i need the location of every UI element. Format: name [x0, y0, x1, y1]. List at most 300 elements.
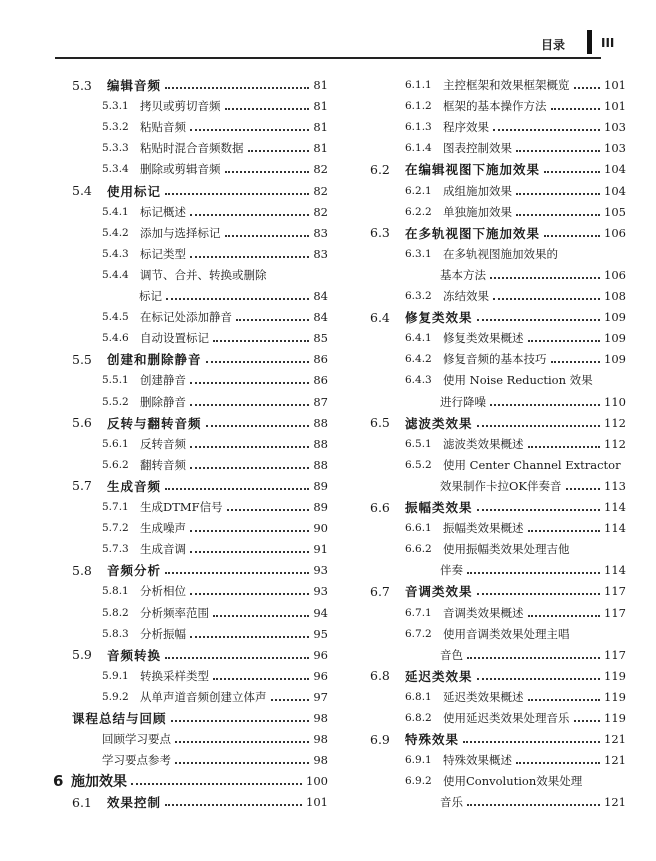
toc-entry	[440, 561, 626, 579]
toc-entry-page-number: 100	[306, 774, 328, 789]
toc-entry-number: 5.8.2	[102, 606, 129, 619]
toc-entry-page-number: 86	[313, 352, 328, 367]
toc-dot-leader	[206, 425, 310, 427]
toc-entry-title: 单独施加效果	[443, 204, 512, 219]
toc-entry-title: 音色	[440, 647, 463, 662]
toc-entry-number: 6.1.1	[405, 79, 432, 91]
toc-entry	[405, 203, 626, 221]
toc-entry-title: 图表控制效果	[443, 141, 512, 156]
toc-entry-number: 5.4.3	[102, 247, 129, 260]
toc-entry	[102, 160, 328, 178]
toc-entry-title: 特殊效果概述	[443, 753, 512, 768]
toc-entry	[102, 730, 328, 748]
toc-dot-leader	[171, 720, 310, 722]
toc-entry-number: 5.4.6	[102, 332, 129, 345]
toc-entry-title: 冻结效果	[443, 289, 489, 303]
toc-entry	[440, 793, 626, 811]
toc-entry-title: 使用 Center Channel Extractor	[443, 457, 621, 472]
toc-entry-title: 使用Convolution效果处理	[443, 774, 583, 789]
toc-dot-leader	[165, 572, 309, 574]
toc-entry-page-number: 85	[313, 331, 328, 346]
toc-entry-number: 6.5.2	[405, 458, 432, 471]
toc-entry-title: 反转音频	[140, 436, 186, 451]
toc-entry-page-number: 105	[604, 204, 626, 219]
toc-entry	[405, 76, 626, 94]
toc-entry-page-number: 119	[604, 711, 626, 725]
toc-entry-page-number: 84	[313, 289, 328, 303]
toc-entry-title: 添加与选择标记	[140, 225, 221, 240]
toc-entry-title: 在编辑视图下施加效果	[405, 162, 541, 178]
toc-entry-number: 6.7	[370, 583, 390, 599]
toc-dot-leader	[131, 783, 302, 785]
toc-entry-title: 使用延迟类效果处理音乐	[443, 711, 570, 725]
toc-entry-number: 5.8.3	[102, 627, 129, 640]
toc-entry-title: 标记	[139, 289, 162, 303]
toc-entry-title: 分析频率范围	[140, 605, 209, 620]
toc-dot-leader	[190, 256, 309, 258]
toc-entry-page-number: 117	[604, 584, 626, 599]
toc-entry-number: 6.2.1	[405, 184, 432, 197]
toc-entry	[102, 540, 328, 558]
toc-dot-leader	[225, 171, 310, 173]
toc-entry-page-number: 81	[313, 99, 328, 114]
toc-entry-number: 5.3.1	[102, 100, 129, 113]
toc-dot-leader	[477, 678, 601, 680]
toc-entry-title: 在多轨视图下施加效果	[405, 225, 541, 241]
toc-entry	[405, 350, 626, 368]
toc-entry	[102, 139, 328, 157]
toc-entry-page-number: 81	[313, 120, 328, 135]
toc-entry	[370, 498, 626, 516]
toc-entry-page-number: 98	[313, 732, 328, 747]
toc-entry-number: 6.4	[370, 309, 390, 325]
toc-entry	[102, 393, 328, 411]
toc-entry-number: 5.9	[72, 647, 92, 663]
toc-entry-number: 5.3.3	[102, 142, 129, 155]
toc-entry-title: 生成噪声	[140, 521, 186, 536]
toc-dot-leader	[477, 425, 601, 427]
toc-entry-page-number: 90	[313, 521, 328, 536]
toc-entry	[102, 751, 328, 769]
toc-entry-title: 在多轨视图施加效果的	[443, 246, 558, 261]
toc-dot-leader	[477, 319, 601, 321]
toc-entry-title: 学习要点参考	[102, 753, 171, 768]
toc-entry-page-number: 121	[604, 753, 626, 768]
toc-entry	[102, 519, 328, 537]
toc-entry-number: 5.5.1	[102, 374, 129, 387]
toc-entry-page-number: 89	[313, 478, 328, 493]
toc-entry-page-number: 119	[604, 668, 626, 683]
toc-entry	[370, 414, 626, 432]
running-header-title: 目录	[541, 38, 566, 52]
toc-entry-title: 使用音调类效果处理主唱	[443, 626, 570, 641]
toc-entry-page-number: 89	[313, 500, 328, 514]
toc-entry	[139, 287, 328, 305]
toc-entry-page-number: 84	[313, 310, 328, 325]
toc-entry-number: 6.4.3	[405, 374, 432, 387]
toc-entry-page-number: 103	[604, 141, 626, 156]
toc-dot-leader	[165, 87, 309, 89]
toc-entry-title: 拷贝或剪切音频	[140, 99, 221, 114]
toc-entry-title: 使用标记	[107, 183, 162, 199]
toc-entry	[72, 477, 328, 495]
toc-entry-page-number: 106	[604, 225, 626, 240]
toc-entry	[102, 224, 328, 242]
toc-entry	[102, 203, 328, 221]
toc-entry	[102, 688, 328, 706]
toc-entry-number: 6.6.1	[405, 522, 432, 535]
toc-entry-title: 创建静音	[140, 373, 186, 388]
toc-entry-title: 进行降噪	[440, 394, 486, 409]
toc-entry-number: 6.8.2	[405, 712, 432, 724]
toc-dot-leader	[516, 193, 600, 195]
toc-entry-page-number: 121	[604, 732, 626, 747]
toc-entry-title: 振幅类效果概述	[443, 521, 524, 536]
toc-entry	[102, 371, 328, 389]
toc-entry-number: 6.2.2	[405, 205, 432, 218]
toc-entry-number: 5.5.2	[102, 395, 129, 408]
toc-entry-page-number: 117	[604, 647, 626, 662]
toc-entry	[102, 118, 328, 136]
toc-entry-page-number: 93	[313, 563, 328, 578]
toc-entry-number: 6.4.2	[405, 353, 432, 366]
toc-entry-page-number: 101	[604, 99, 626, 114]
header-bar-mark	[587, 30, 592, 54]
toc-entry	[102, 582, 328, 600]
toc-entry	[405, 540, 626, 558]
toc-entry	[72, 414, 328, 432]
toc-entry-title: 使用振幅类效果处理吉他	[443, 542, 570, 557]
toc-entry-number: 5.6.1	[102, 437, 129, 450]
toc-entry-page-number: 101	[604, 78, 626, 92]
toc-entry	[72, 76, 328, 94]
toc-entry-number: 6.1	[72, 794, 92, 810]
toc-entry-number: 6.1.3	[405, 121, 432, 134]
toc-dot-leader	[528, 699, 601, 701]
toc-entry	[405, 604, 626, 622]
toc-entry-number: 5.3.4	[102, 163, 129, 176]
toc-entry-page-number: 82	[313, 183, 328, 198]
toc-entry-number: 6.4.1	[405, 332, 432, 345]
toc-entry	[102, 329, 328, 347]
toc-dot-leader	[165, 657, 309, 659]
toc-dot-leader	[213, 340, 309, 342]
toc-entry-number: 6.9	[370, 731, 390, 747]
toc-dot-leader	[477, 593, 601, 595]
toc-entry-title: 修复音频的基本技巧	[443, 352, 547, 367]
toc-entry-page-number: 117	[604, 605, 626, 620]
toc-entry-title: 音频分析	[107, 563, 162, 579]
toc-entry-number: 5.3.2	[102, 121, 129, 134]
toc-entry-title: 创建和删除静音	[107, 352, 202, 368]
toc-entry-title: 音乐	[440, 795, 463, 810]
toc-entry-page-number: 98	[313, 753, 328, 768]
toc-entry-page-number: 119	[604, 689, 626, 704]
toc-entry-number: 5.5	[72, 351, 92, 367]
toc-dot-leader	[467, 572, 600, 574]
toc-entry-number: 5.4	[72, 183, 92, 198]
toc-dot-leader	[175, 741, 309, 743]
toc-entry-title: 粘贴音频	[140, 120, 186, 135]
toc-entry-number: 6.1.2	[405, 100, 432, 113]
toc-dot-leader	[490, 404, 600, 406]
toc-entry-page-number: 109	[604, 331, 626, 346]
toc-dot-leader	[248, 150, 310, 152]
toc-dot-leader	[516, 762, 600, 764]
toc-entry	[102, 308, 328, 326]
toc-entry-number: 5.9.2	[102, 690, 129, 703]
toc-dot-leader	[467, 804, 600, 806]
toc-entry-page-number: 97	[313, 689, 328, 704]
toc-entry	[72, 709, 328, 727]
toc-entry-number: 6.3.2	[405, 290, 432, 302]
toc-dot-leader	[190, 551, 309, 553]
toc-entry-number: 6.7.2	[405, 627, 432, 640]
toc-entry-page-number: 88	[313, 457, 328, 472]
toc-entry	[102, 266, 328, 284]
toc-entry-page-number: 106	[604, 267, 626, 282]
toc-dot-leader	[206, 361, 310, 363]
toc-entry-page-number: 98	[313, 711, 328, 725]
toc-dot-leader	[190, 530, 309, 532]
toc-entry-page-number: 88	[313, 415, 328, 430]
toc-entry-title: 转换采样类型	[140, 668, 209, 683]
toc-dot-leader	[467, 657, 600, 659]
toc-dot-leader	[190, 129, 309, 131]
toc-dot-leader	[516, 150, 600, 152]
toc-entry	[102, 604, 328, 622]
toc-entry	[72, 646, 328, 664]
toc-entry-number: 6.9.2	[405, 775, 432, 788]
toc-entry-title: 反转与翻转音频	[107, 415, 202, 431]
toc-entry-title: 标记类型	[140, 246, 186, 261]
toc-entry	[405, 118, 626, 136]
toc-entry-title: 延迟类效果概述	[443, 689, 524, 704]
toc-entry-page-number: 121	[604, 795, 626, 810]
toc-entry-number: 5.9.1	[102, 669, 129, 682]
toc-entry-page-number: 112	[604, 415, 626, 430]
toc-entry-page-number: 81	[313, 78, 328, 92]
toc-entry-number: 5.7.2	[102, 522, 129, 535]
toc-entry-title: 编辑音频	[107, 78, 162, 93]
toc-dot-leader	[225, 235, 310, 237]
toc-entry-title: 修复类效果概述	[443, 331, 524, 346]
toc-entry-title: 调节、合并、转换或删除	[140, 267, 267, 282]
toc-dot-leader	[544, 235, 600, 237]
toc-entry	[405, 772, 626, 790]
toc-entry-number: 6.5	[370, 415, 390, 431]
toc-entry-page-number: 112	[604, 436, 626, 451]
toc-entry	[370, 730, 626, 748]
toc-entry-number: 6.2	[370, 161, 390, 177]
toc-dot-leader	[528, 446, 601, 448]
toc-dot-leader	[551, 361, 601, 363]
toc-entry-page-number: 96	[313, 668, 328, 683]
toc-dot-leader	[574, 87, 601, 89]
toc-entry-title: 效果控制	[107, 795, 162, 811]
toc-entry-number: 6.8	[370, 668, 390, 684]
toc-entry-page-number: 113	[604, 478, 626, 493]
toc-entry	[405, 519, 626, 537]
toc-entry-number: 5.7.3	[102, 543, 129, 556]
toc-entry	[405, 287, 626, 305]
toc-entry-number: 5.3	[72, 77, 92, 93]
toc-entry	[72, 561, 328, 579]
toc-dot-leader	[175, 762, 309, 764]
toc-dot-leader	[190, 467, 309, 469]
toc-entry	[102, 625, 328, 643]
toc-entry-number: 5.6.2	[102, 458, 129, 471]
toc-entry-title: 延迟类效果	[405, 668, 473, 684]
toc-entry-page-number: 87	[313, 394, 328, 409]
header-rule	[55, 57, 601, 59]
toc-entry-page-number: 83	[313, 225, 328, 240]
toc-entry-number: 6.9.1	[405, 754, 432, 767]
toc-entry-page-number: 93	[313, 584, 328, 599]
toc-entry-page-number: 88	[313, 436, 328, 451]
toc-entry-number: 6.8.1	[405, 690, 432, 703]
toc-dot-leader	[493, 129, 600, 131]
toc-entry	[405, 688, 626, 706]
toc-entry-title: 修复类效果	[405, 310, 473, 326]
toc-entry	[405, 456, 626, 474]
toc-entry	[405, 97, 626, 115]
toc-entry-title: 删除静音	[140, 394, 186, 409]
toc-entry	[405, 245, 626, 263]
toc-entry-page-number: 86	[313, 373, 328, 388]
toc-dot-leader	[551, 108, 601, 110]
toc-entry-title: 滤波类效果概述	[443, 436, 524, 451]
toc-dot-leader	[528, 615, 601, 617]
toc-entry	[53, 772, 328, 790]
toc-dot-leader	[236, 319, 309, 321]
toc-entry	[102, 435, 328, 453]
toc-dot-leader	[190, 382, 309, 384]
toc-entry-title: 滤波类效果	[405, 415, 473, 431]
toc-dot-leader	[190, 593, 309, 595]
toc-entry-title: 翻转音频	[140, 457, 186, 472]
toc-entry	[405, 751, 626, 769]
toc-entry-number: 5.4.1	[102, 205, 129, 218]
toc-entry-title: 自动设置标记	[140, 331, 209, 346]
toc-entry-title: 音频转换	[107, 647, 162, 663]
toc-entry-title: 从单声道音频创建立体声	[140, 689, 267, 704]
toc-dot-leader	[490, 277, 600, 279]
toc-entry	[102, 667, 328, 685]
toc-entry	[370, 160, 626, 178]
toc-dot-leader	[227, 509, 310, 511]
toc-entry	[440, 646, 626, 664]
toc-entry-page-number: 110	[604, 394, 626, 409]
toc-entry-title: 在标记处添加静音	[140, 310, 232, 325]
toc-entry-page-number: 82	[313, 162, 328, 177]
toc-entry-title: 回顾学习要点	[102, 732, 171, 747]
toc-dot-leader	[190, 404, 309, 406]
toc-entry-title: 框架的基本操作方法	[443, 99, 547, 114]
toc-dot-leader	[213, 615, 309, 617]
toc-entry-page-number: 91	[313, 542, 328, 557]
toc-entry-title: 课程总结与回顾	[72, 711, 167, 726]
toc-dot-leader	[190, 214, 309, 216]
toc-entry-number: 5.6	[72, 415, 92, 431]
toc-entry	[102, 245, 328, 263]
toc-entry	[370, 582, 626, 600]
toc-entry	[405, 182, 626, 200]
toc-dot-leader	[213, 678, 309, 680]
toc-entry-number: 5.7.1	[102, 501, 129, 513]
toc-dot-leader	[574, 720, 601, 722]
toc-entry-page-number: 82	[313, 204, 328, 219]
toc-dot-leader	[225, 108, 310, 110]
toc-entry-title: 生成音频	[107, 478, 162, 494]
toc-entry-title: 主控框架和效果框架概览	[443, 78, 570, 92]
toc-entry-title: 效果制作卡拉OK伴奏音	[440, 478, 562, 493]
toc-entry-page-number: 114	[604, 563, 626, 578]
toc-entry-title: 使用 Noise Reduction 效果	[443, 373, 593, 388]
toc-entry-title: 特殊效果	[405, 732, 460, 748]
toc-entry-page-number: 96	[313, 647, 328, 662]
toc-entry-title: 伴奏	[440, 563, 463, 578]
toc-entry-title: 粘贴时混合音频数据	[140, 141, 244, 156]
toc-entry	[370, 224, 626, 242]
toc-entry	[102, 498, 328, 516]
toc-dot-leader	[528, 530, 601, 532]
toc-entry-number: 5.4.4	[102, 268, 129, 281]
toc-entry-number: 5.4.5	[102, 311, 129, 324]
toc-entry-number: 5.8.1	[102, 585, 129, 598]
toc-entry	[440, 266, 626, 284]
toc-dot-leader	[463, 741, 600, 743]
toc-entry-title: 程序效果	[443, 120, 489, 135]
running-header-page-number: III	[601, 36, 615, 50]
toc-entry-page-number: 114	[604, 521, 626, 536]
toc-entry	[440, 393, 626, 411]
toc-entry-number: 6.6.2	[405, 543, 432, 556]
toc-entry-page-number: 83	[313, 246, 328, 261]
toc-entry-title: 生成DTMF信号	[140, 500, 223, 514]
toc-entry-number: 5.4.2	[102, 226, 129, 239]
toc-entry	[72, 350, 328, 368]
toc-entry-page-number: 114	[604, 500, 626, 514]
toc-entry	[405, 139, 626, 157]
toc-entry	[102, 97, 328, 115]
toc-entry-page-number: 94	[313, 605, 328, 620]
toc-entry	[405, 371, 626, 389]
toc-entry-number: 6.3	[370, 225, 390, 241]
toc-dot-leader	[528, 340, 601, 342]
toc-entry-number: 6	[53, 772, 64, 791]
toc-entry-page-number: 103	[604, 120, 626, 135]
toc-entry-page-number: 104	[604, 162, 626, 177]
toc-entry-page-number: 109	[604, 352, 626, 367]
toc-entry-title: 删除或剪辑音频	[140, 162, 221, 177]
toc-dot-leader	[165, 193, 309, 195]
toc-entry	[405, 709, 626, 727]
toc-entry-page-number: 104	[604, 183, 626, 198]
toc-entry	[405, 435, 626, 453]
toc-dot-leader	[190, 446, 309, 448]
toc-entry-title: 分析相位	[140, 584, 186, 599]
toc-entry	[72, 793, 328, 811]
toc-entry-number: 6.5.1	[405, 437, 432, 450]
toc-entry	[72, 182, 328, 200]
toc-entry-title: 分析振幅	[140, 626, 186, 641]
toc-dot-leader	[190, 636, 309, 638]
toc-entry-page-number: 101	[306, 795, 328, 810]
toc-dot-leader	[493, 298, 600, 300]
toc-entry-number: 6.1.4	[405, 142, 432, 155]
toc-entry	[370, 667, 626, 685]
